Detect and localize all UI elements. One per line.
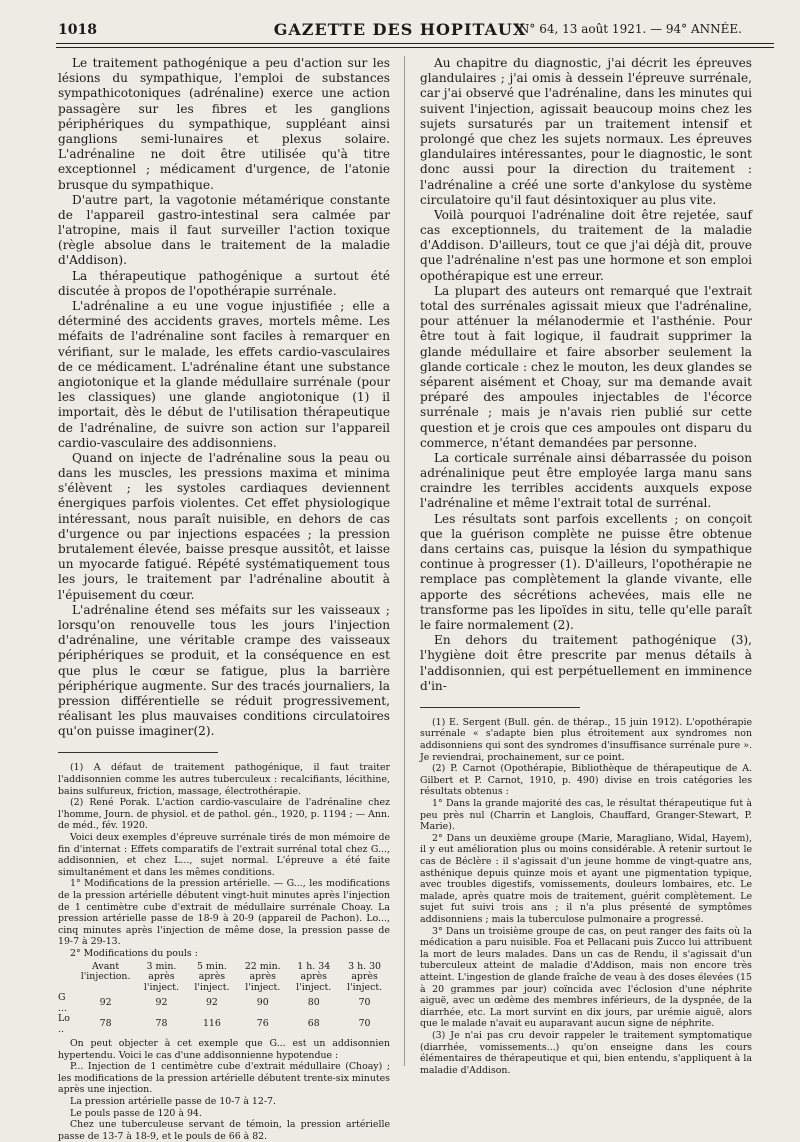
- table-header: 5 min. après l'inject.: [194, 960, 230, 993]
- paragraph: D'autre part, la vagotonie métamérique constante de l'appareil gastro-intestinal sera calmée par l'atropine, mais il faut surveiller l'action toxique (règle absolue dans le traitement de la maladie d'Addison).: [58, 192, 390, 268]
- page-number: 1018: [58, 22, 97, 38]
- table-cell: 116: [202, 1018, 221, 1030]
- table-cell: 78: [99, 1018, 112, 1030]
- footnote: Voici deux exemples d'épreuve surrénale tirés de mon mémoire de fin d'internat : Effets comparatifs de l'extrait surrénal total chez G..., addisonnien, et chez L..., sujet normal. L'épreuve a été faite simultanément et dans les mêmes conditions.: [58, 832, 390, 878]
- footnote: (2) P. Carnot (Opothérapie, Bibliothèque de thérapeutique de A. Gilbert et P. Carnot, 1910, p. 490) divise en trois catégories les résultats obtenus :: [420, 763, 752, 798]
- table-header: 3 h. 30 après l'inject.: [347, 960, 383, 993]
- table-cell: 92: [205, 997, 218, 1009]
- footnote: 2° Dans un deuxième groupe (Marie, Maragliano, Widal, Hayem), il y eut amélioration plus ou moins considérable. À retenir surtout le cas de Béclère : il s'agissait d'un jeune homme de vingt-quatre ans, asthénique depuis quinze mois et ayant une pigmentation typique, avec troubles digestifs, vomissements, douleurs lombaires, etc. Le malade, après quatre mois de traitement, guérit complètement. Le sujet fut suivi trois ans ; il n'a plus présenté de symptômes addisonniens ; mais la tuberculose pulmonaire a progressé.: [420, 832, 752, 925]
- paragraph: L'adrénaline a eu une vogue injustifiée ; elle a déterminé des accidents graves, mortels même. Les méfaits de l'adrénaline sont faciles à remarquer en vérifiant, sur le malade, les effets cardio-vasculaires de ce médicament. L'adrénaline étant une substance angiotonique et la glande médullaire surrénale (pour les classiques) une glande angiotonique (1) il importait, dès le début de l'utilisation thérapeutique de l'adrénaline, de suivre son action sur l'appareil cardio-vasculaire des addisonniens.: [58, 299, 390, 450]
- paragraph: La plupart des auteurs ont remarqué que l'extrait total des surrénales agissait mieux que l'adrénaline, pour atténuer la mélanodermie et l'asthénie. Pour être tout à fait logique, il faudrait supprimer la glande médullaire et faire absorber seulement la glande corticale : chez le mouton, les deux glandes se séparent aisément et Choay, sur ma demande avait préparé des ampoules injectables de l'écorce surrénale ; mais je n'avais rien publié sur cette question et je crois que ces ampoules ont disparu du commerce, n'étant demandées par personne.: [420, 283, 752, 450]
- right-column: [420, 56, 752, 1076]
- row-label: G ...: [58, 992, 67, 1014]
- table-cell: 92: [99, 997, 112, 1009]
- footnote: 1° Dans la grande majorité des cas, le résultat thérapeutique fut à peu près nul (Charrin et Langlois, Chauffard, Granger-Stewart, P. Marie).: [420, 798, 752, 833]
- table-cell: 68: [307, 1018, 320, 1030]
- table-header: 22 min. après l'inject.: [244, 960, 281, 993]
- table-cell: 78: [155, 1018, 168, 1030]
- table-cell: 70: [358, 1018, 371, 1030]
- footnote: La pression artérielle passe de 10-7 à 12-7.: [70, 1096, 276, 1107]
- table-row: [58, 1014, 390, 1035]
- footnote: 1° Modifications de la pression artérielle. — G..., les modifications de la pression artérielle débutent vingt-huit minutes après l'injection de 1 centimètre cube d'extrait de médullaire surrénale Choay. La pression artérielle passe de 18-9 à 20-9 (appareil de Pachon). Lo..., cinq minutes après l'injection de même dose, la pression passe de 19-7 à 29-13.: [58, 878, 390, 948]
- footnote: (2) René Porak. L'action cardio-vasculaire de l'adrénaline chez l'homme, Journ. de physiol. et de pathol. gén., 1920, p. 1194 ; — Ann. de méd., fév. 1920.: [58, 797, 390, 832]
- footnote: (3) Je n'ai pas cru devoir rappeler le traitement symptomatique (diarrhée, vomissements...) qu'on enseigne dans les cours élémentaires de thérapeutique et qui, bien entendu, s'appliquent à la maladie d'Addison.: [420, 1029, 752, 1076]
- footnote: (1) A défaut de traitement pathogénique, il faut traiter l'addisonnien comme les autres tuberculeux : recalcifiants, lécithine, bains sulfureux, friction, massage, électrothérapie.: [58, 762, 390, 797]
- left-footnotes: [58, 762, 390, 1142]
- pulse-header-row: [58, 962, 390, 994]
- left-body: [58, 56, 390, 739]
- right-footnotes: [420, 717, 752, 1076]
- paragraph: Le traitement pathogénique a peu d'action sur les lésions du sympathique, l'emploi de substances sympathicotoniques (adrénaline) exerce une action passagère sur les fibres et les ganglions périphériques du sympathique, suppléant ainsi ganglions semi-lunaires et plexus solaire. L'adrénaline ne doit être utilisée qu'à titre exceptionnel ; médicament d'urgence, de l'atonie brusque du sympathique.: [58, 56, 390, 192]
- footnote: Chez une tuberculeuse servant de témoin, la pression artérielle passe de 13-7 à 18-9, et le pouls de 66 à 82.: [58, 1119, 390, 1142]
- table-cell: 80: [307, 997, 320, 1009]
- table-header: 1 h. 34 après l'inject.: [296, 960, 332, 993]
- paragraph: Voilà pourquoi l'adrénaline doit être rejetée, sauf cas exceptionnels, du traitement de la maladie d'Addison. D'ailleurs, tout ce que j'ai déjà dit, prouve que l'adrénaline n'est pas une hormone et son emploi opothérapique est une erreur.: [420, 207, 752, 283]
- paragraph: En dehors du traitement pathogénique (3), l'hygiène doit être prescrite par menus détails à l'addisonnien, qui est perpétuellement en imminence d'in-: [420, 633, 752, 693]
- issue-info: N° 64, 13 août 1921. — 94° ANNÉE.: [518, 22, 742, 36]
- footnote: P... Injection de 1 centimètre cube d'extrait médullaire (Choay) ; les modifications de la pression artérielle débutent trente-six minutes après une injection.: [58, 1061, 390, 1096]
- header-rule-double: [56, 47, 774, 48]
- footnote: (1) E. Sergent (Bull. gén. de thérap., 15 juin 1912). L'opothérapie surrénale « s'adapte bien plus étroitement aux syndromes non addisonniens qui sont des syndromes d'insuffisance surrénale pure ». Je reviendrai, prochainement, sur ce point.: [420, 716, 752, 763]
- table-row: [58, 993, 390, 1014]
- paragraph: L'adrénaline étend ses méfaits sur les vaisseaux ; lorsqu'on renouvelle tous les jours l'injection d'adrénaline, une véritable crampe des vaisseaux périphériques se produit, et la conséquence en est que plus le cœur se fatigue, plus la barrière périphérique augmente. Sur des tracés journaliers, la pression différentielle se réduit progressivement, réalisant les plus mauvaises conditions circulatoires qu'on puisse imaginer(2).: [58, 602, 390, 739]
- header-rule: [56, 43, 774, 44]
- table-cell: 92: [155, 997, 168, 1009]
- table-cell: 90: [256, 997, 269, 1009]
- footnote: 3° Dans un troisième groupe de cas, on peut ranger des faits où la médication a paru nuisible. Foa et Pellacani puis Zucco lui attribuent la mort de leurs malades. Dans un cas de Rendu, il s'agissait d'un tuberculeux atteint de maladie d'Addison, mais non encore très atteint. L'ingestion de glande fraîche de veau à des doses élevées (15 à 20 grammes par jour) coïncida avec l'éclosion d'une néphrite aiguë, avec un œdème des membres inférieurs, de la dyspnée, de la diarrhée, etc. La mort survint en dix jours, par urémie aiguë, alors que le malade n'avait eu auparavant aucun signe de néphrite.: [420, 925, 752, 1030]
- table-cell: 70: [358, 997, 371, 1009]
- footnote: Le pouls passe de 120 à 94.: [70, 1107, 202, 1119]
- row-label: Lo ..: [58, 1013, 70, 1035]
- paragraph: Les résultats sont parfois excellents ; on conçoit que la guérison complète ne puisse être obtenue dans certains cas, puisque la lésion du sympathique continue à progresser (1). D'ailleurs, l'opothérapie ne remplace pas complètement la glande vivante, elle apporte des sécrétions achevées, mais elle ne transforme pas les lipoïdes in situ, telle qu'elle paraît le faire normalement (2).: [420, 511, 752, 632]
- paragraph: Au chapitre du diagnostic, j'ai décrit les épreuves glandulaires ; j'ai omis à dessein l'épreuve surrénale, car j'ai observé que l'adrénaline, dans les minutes qui suivent l'injection, agissait beaucoup moins chez les sujets sursaturés par un traitement intensif et prolongé que chez les sujets normaux. Les épreuves glandulaires intéressantes, pour le diagnostic, le sont donc aussi pour la direction du traitement : l'adrénaline a créé une sorte d'ankylose du système circulatoire qu'il faut désintoxiquer au plus vite.: [420, 56, 752, 207]
- pulse-caption: 2° Modifications du pouls :: [70, 947, 198, 959]
- table-cell: 76: [256, 1018, 269, 1030]
- paragraph: La thérapeutique pathogénique a surtout été discutée à propos de l'opothérapie surrénale.: [58, 268, 390, 298]
- paragraph: La corticale surrénale ainsi débarrassée du poison adrénalinique peut être employée larga manu sans craindre les terribles accidents auxquels expose l'adrénaline et même l'extrait total de surrénal.: [420, 450, 752, 511]
- left-column: [58, 56, 390, 1142]
- right-body: [420, 56, 752, 694]
- table-header: 3 min. après l'inject.: [143, 960, 179, 993]
- footnote: On peut objecter à cet exemple que G... est un addisonnien hypertendu. Voici le cas d'une addisonnienne hypotendue :: [58, 1038, 390, 1061]
- pulse-table: [58, 962, 390, 1036]
- footnote-rule: [420, 707, 580, 708]
- column-separator: [404, 56, 405, 1066]
- table-header-blank: [58, 962, 75, 994]
- footnote-rule: [58, 752, 218, 753]
- paragraph: Quand on injecte de l'adrénaline sous la peau ou dans les muscles, les pressions maxima et minima s'élèvent ; les systoles cardiaques deviennent énergiques parfois violentes. Cet effet physiologique intéressant, nous paraît nuisible, en dehors de cas d'urgence ou par injections espacées ; la pression brutalement élevée, baisse presque aussitôt, et laisse un myocarde fatigué. Répété systématiquement tous les jours, le traitement par l'adrénaline aboutit à l'épuisement du cœur.: [58, 450, 390, 602]
- table-header: Avant l'injection.: [80, 960, 131, 983]
- journal-title: GAZETTE DES HOPITAUX: [273, 20, 527, 39]
